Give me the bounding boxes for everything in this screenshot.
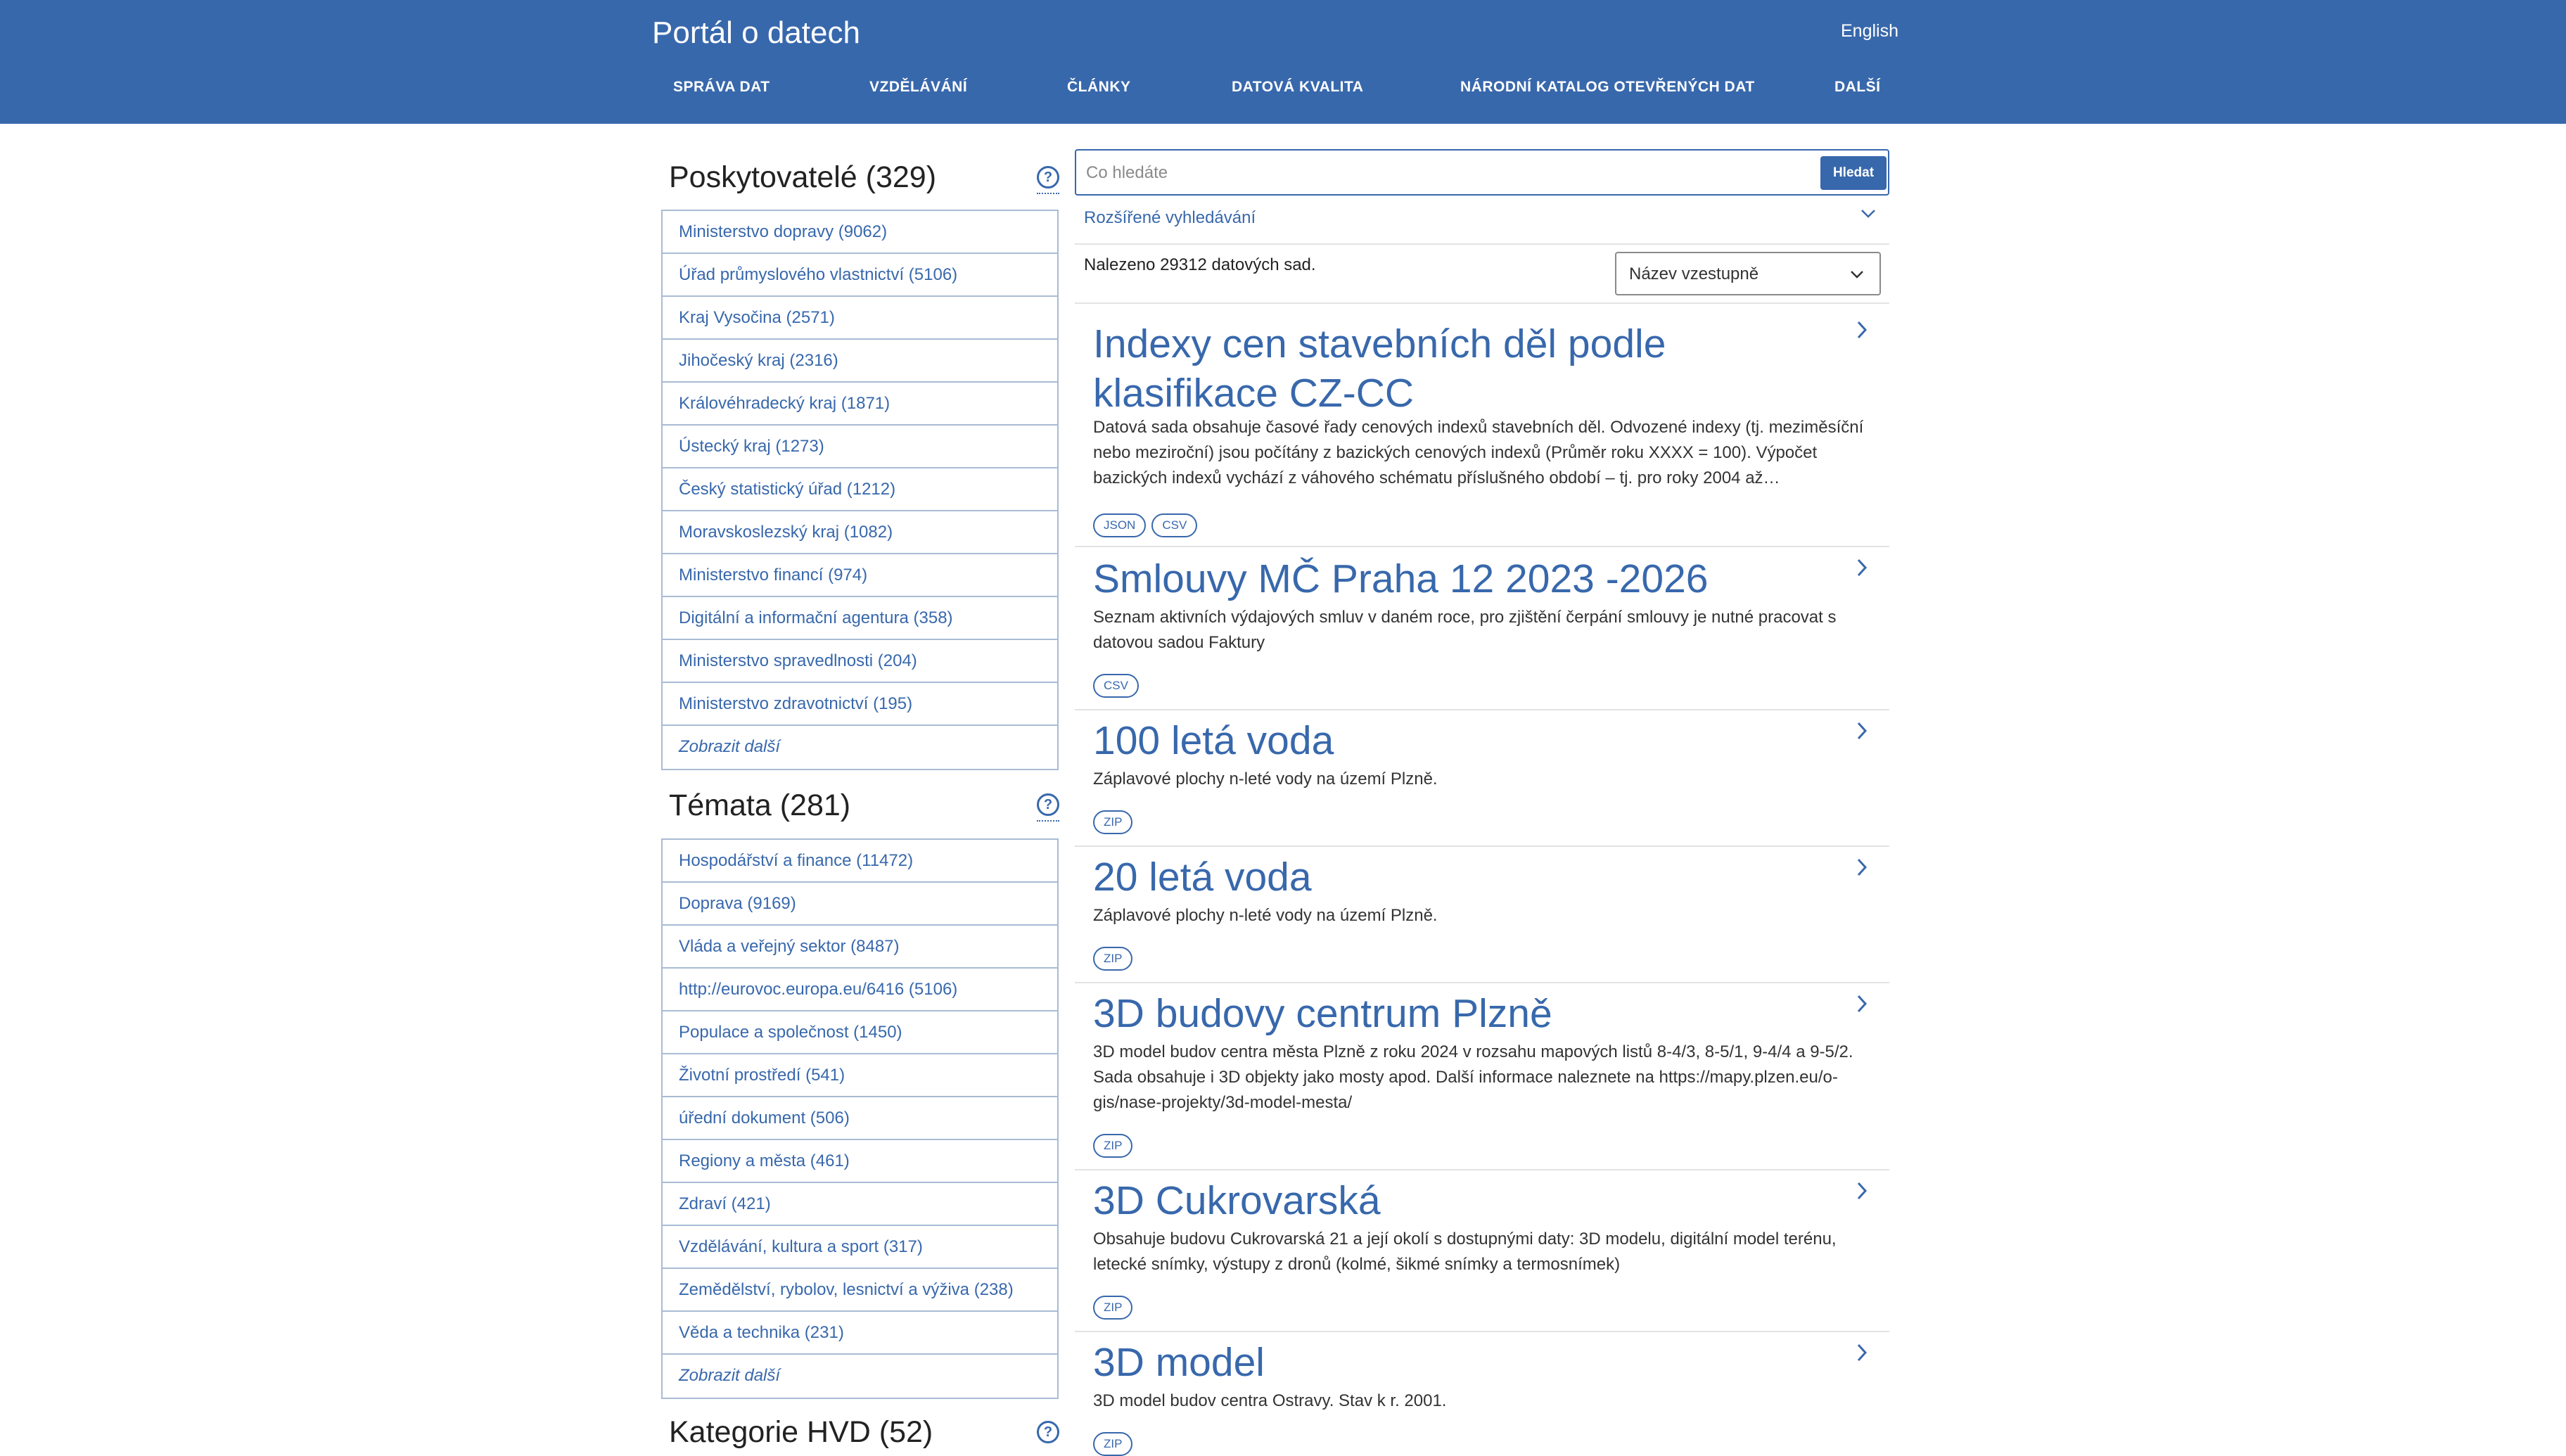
chevron-right-icon [1854, 720, 1870, 741]
theme-item[interactable]: Hospodářství a finance (11472) [663, 840, 1057, 883]
provider-item[interactable]: Český statistický úřad (1212) [663, 468, 1057, 511]
result-item[interactable] [1075, 983, 1889, 1169]
provider-item[interactable]: Kraj Vysočina (2571) [663, 297, 1057, 340]
result-item[interactable] [1075, 304, 1889, 546]
nav-open-data-catalog[interactable]: NÁRODNÍ KATALOG OTEVŘENÝCH DAT [1460, 79, 1755, 95]
result-title[interactable]: Smlouvy MČ Praha 12 2023 -2026 [1093, 556, 1709, 601]
theme-item[interactable]: http://eurovoc.europa.eu/6416 (5106) [663, 969, 1057, 1011]
provider-item[interactable]: Ústecký kraj (1273) [663, 426, 1057, 468]
format-badge: ZIP [1093, 1432, 1132, 1456]
language-switch[interactable]: English [1841, 21, 1898, 41]
chevron-down-icon [1849, 266, 1865, 283]
format-badge: JSON [1093, 513, 1146, 537]
provider-item[interactable]: Digitální a informační agentura (358) [663, 597, 1057, 640]
themes-show-more-link[interactable]: Zobrazit další [679, 1366, 781, 1385]
site-title[interactable]: Portál o datech [652, 15, 860, 50]
theme-item[interactable]: Populace a společnost (1450) [663, 1011, 1057, 1054]
main-nav [0, 79, 2566, 103]
search-input[interactable] [1086, 159, 1789, 187]
chevron-right-icon [1854, 557, 1870, 578]
themes-title: Témata (281) [669, 788, 851, 822]
result-item[interactable] [1075, 847, 1889, 982]
result-description: Obsahuje budovu Cukrovarská 21 a její okolí s dostupnými daty: 3D modelu, digitální model terénu, letecké snímky, výstupy z dronů (kolmé, šikmé snímky a termosnímek) [1093, 1230, 1837, 1274]
format-badge: ZIP [1093, 1296, 1132, 1320]
theme-item[interactable]: úřední dokument (506) [663, 1097, 1057, 1140]
theme-item[interactable]: Věda a technika (231) [663, 1312, 1057, 1355]
format-badge: ZIP [1093, 810, 1132, 834]
format-badges [1093, 674, 1144, 698]
theme-item[interactable]: Vzdělávání, kultura a sport (317) [663, 1226, 1057, 1269]
providers-show-more-link[interactable]: Zobrazit další [679, 737, 781, 756]
provider-item[interactable]: Ministerstvo financí (974) [663, 554, 1057, 597]
theme-item[interactable]: Regiony a města (461) [663, 1140, 1057, 1183]
result-title[interactable]: 100 letá voda [1093, 718, 1334, 763]
format-badges [1093, 1432, 1138, 1456]
sort-value: Název vzestupně [1629, 264, 1759, 283]
result-item[interactable] [1075, 710, 1889, 845]
advanced-search-link[interactable]: Rozšířené vyhledávání [1084, 208, 1256, 227]
themes-help-underline [1037, 820, 1059, 822]
theme-item[interactable]: Životní prostředí (541) [663, 1054, 1057, 1097]
theme-item[interactable]: Doprava (9169) [663, 883, 1057, 926]
format-badges [1093, 513, 1203, 537]
result-item[interactable] [1075, 1170, 1889, 1331]
chevron-down-icon[interactable] [1860, 205, 1877, 222]
nav-data-quality[interactable]: DATOVÁ KVALITA [1232, 79, 1364, 95]
format-badges [1093, 810, 1138, 834]
chevron-right-icon [1854, 993, 1870, 1014]
result-description: Záplavové plochy n-leté vody na území Plzně. [1093, 769, 1438, 788]
provider-item[interactable]: Úřad průmyslového vlastnictví (5106) [663, 254, 1057, 297]
provider-item[interactable]: Jihočeský kraj (2316) [663, 340, 1057, 383]
nav-more[interactable]: DALŠÍ [1834, 79, 1881, 95]
result-item[interactable] [1075, 1332, 1889, 1450]
providers-help-underline [1037, 193, 1059, 194]
themes-list [661, 838, 1059, 1399]
divider [1075, 243, 1889, 245]
site-header [0, 0, 2566, 124]
provider-item[interactable]: Ministerstvo dopravy (9062) [663, 211, 1057, 254]
results-count: Nalezeno 29312 datových sad. [1084, 255, 1316, 274]
result-title[interactable]: Indexy cen stavebních děl podle klasifikace CZ-CC [1093, 321, 1666, 416]
theme-item[interactable]: Zdraví (421) [663, 1183, 1057, 1226]
result-description: Datová sada obsahuje časové řady cenových indexů stavebních děl. Odvozené indexy (tj. meziměsíční nebo meziroční) jsou počítány z bazických cenových indexů (Průměr roku XXXX = 100). Výpočet bazických indexů vychází z váhového schématu příslušného období – tj. pro roky 2004 až… [1093, 418, 1864, 487]
hvd-title: Kategorie HVD (52) [669, 1415, 933, 1449]
providers-list [661, 210, 1059, 770]
result-title[interactable]: 3D model [1093, 1340, 1265, 1385]
chevron-right-icon [1854, 1342, 1870, 1363]
chevron-right-icon [1854, 1180, 1870, 1201]
format-badge: CSV [1151, 513, 1197, 537]
chevron-right-icon [1854, 319, 1870, 340]
hvd-help-icon[interactable]: ? [1037, 1421, 1059, 1443]
search-button[interactable]: Hledat [1820, 156, 1887, 190]
result-title[interactable]: 20 letá voda [1093, 855, 1312, 900]
providers-title: Poskytovatelé (329) [669, 160, 937, 194]
themes-help-icon[interactable]: ? [1037, 793, 1059, 816]
result-title[interactable]: 3D Cukrovarská [1093, 1178, 1381, 1223]
format-badges [1093, 947, 1138, 971]
provider-item[interactable]: Ministerstvo spravedlnosti (204) [663, 640, 1057, 683]
sort-select[interactable] [1615, 252, 1881, 295]
provider-item[interactable]: Ministerstvo zdravotnictví (195) [663, 683, 1057, 726]
format-badge: CSV [1093, 674, 1139, 698]
result-description: 3D model budov centra města Plzně z roku 2024 v rozsahu mapových listů 8-4/3, 8-5/1, 9-4/4 a 9-5/2. Sada obsahuje i 3D objekty jako mosty apod. Další informace naleznete na https://mapy.plzen.eu/o-gis/nase-projekty/3d-model-mesta/ [1093, 1042, 1853, 1112]
result-description: 3D model budov centra Ostravy. Stav k r. 2001. [1093, 1391, 1447, 1410]
theme-item[interactable]: Zemědělství, rybolov, lesnictví a výživa (238) [663, 1269, 1057, 1312]
nav-articles[interactable]: ČLÁNKY [1067, 79, 1131, 95]
result-description: Záplavové plochy n-leté vody na území Plzně. [1093, 906, 1438, 925]
format-badges [1093, 1296, 1138, 1320]
theme-item[interactable]: Vláda a veřejný sektor (8487) [663, 926, 1057, 969]
provider-item[interactable]: Královéhradecký kraj (1871) [663, 383, 1057, 426]
result-item[interactable] [1075, 547, 1889, 709]
provider-item[interactable]: Moravskoslezský kraj (1082) [663, 511, 1057, 554]
result-title[interactable]: 3D budovy centrum Plzně [1093, 991, 1552, 1036]
search-box [1075, 149, 1889, 196]
format-badge: ZIP [1093, 947, 1132, 971]
providers-help-icon[interactable]: ? [1037, 166, 1059, 189]
format-badge: ZIP [1093, 1134, 1132, 1158]
result-description: Seznam aktivních výdajových smluv v daném roce, pro zjištění čerpání smlouvy je nutné pracovat s datovou sadou Faktury [1093, 608, 1837, 652]
format-badges [1093, 1134, 1138, 1158]
nav-data-management[interactable]: SPRÁVA DAT [673, 79, 770, 95]
nav-education[interactable]: VZDĚLÁVÁNÍ [869, 79, 968, 95]
chevron-right-icon [1854, 857, 1870, 878]
